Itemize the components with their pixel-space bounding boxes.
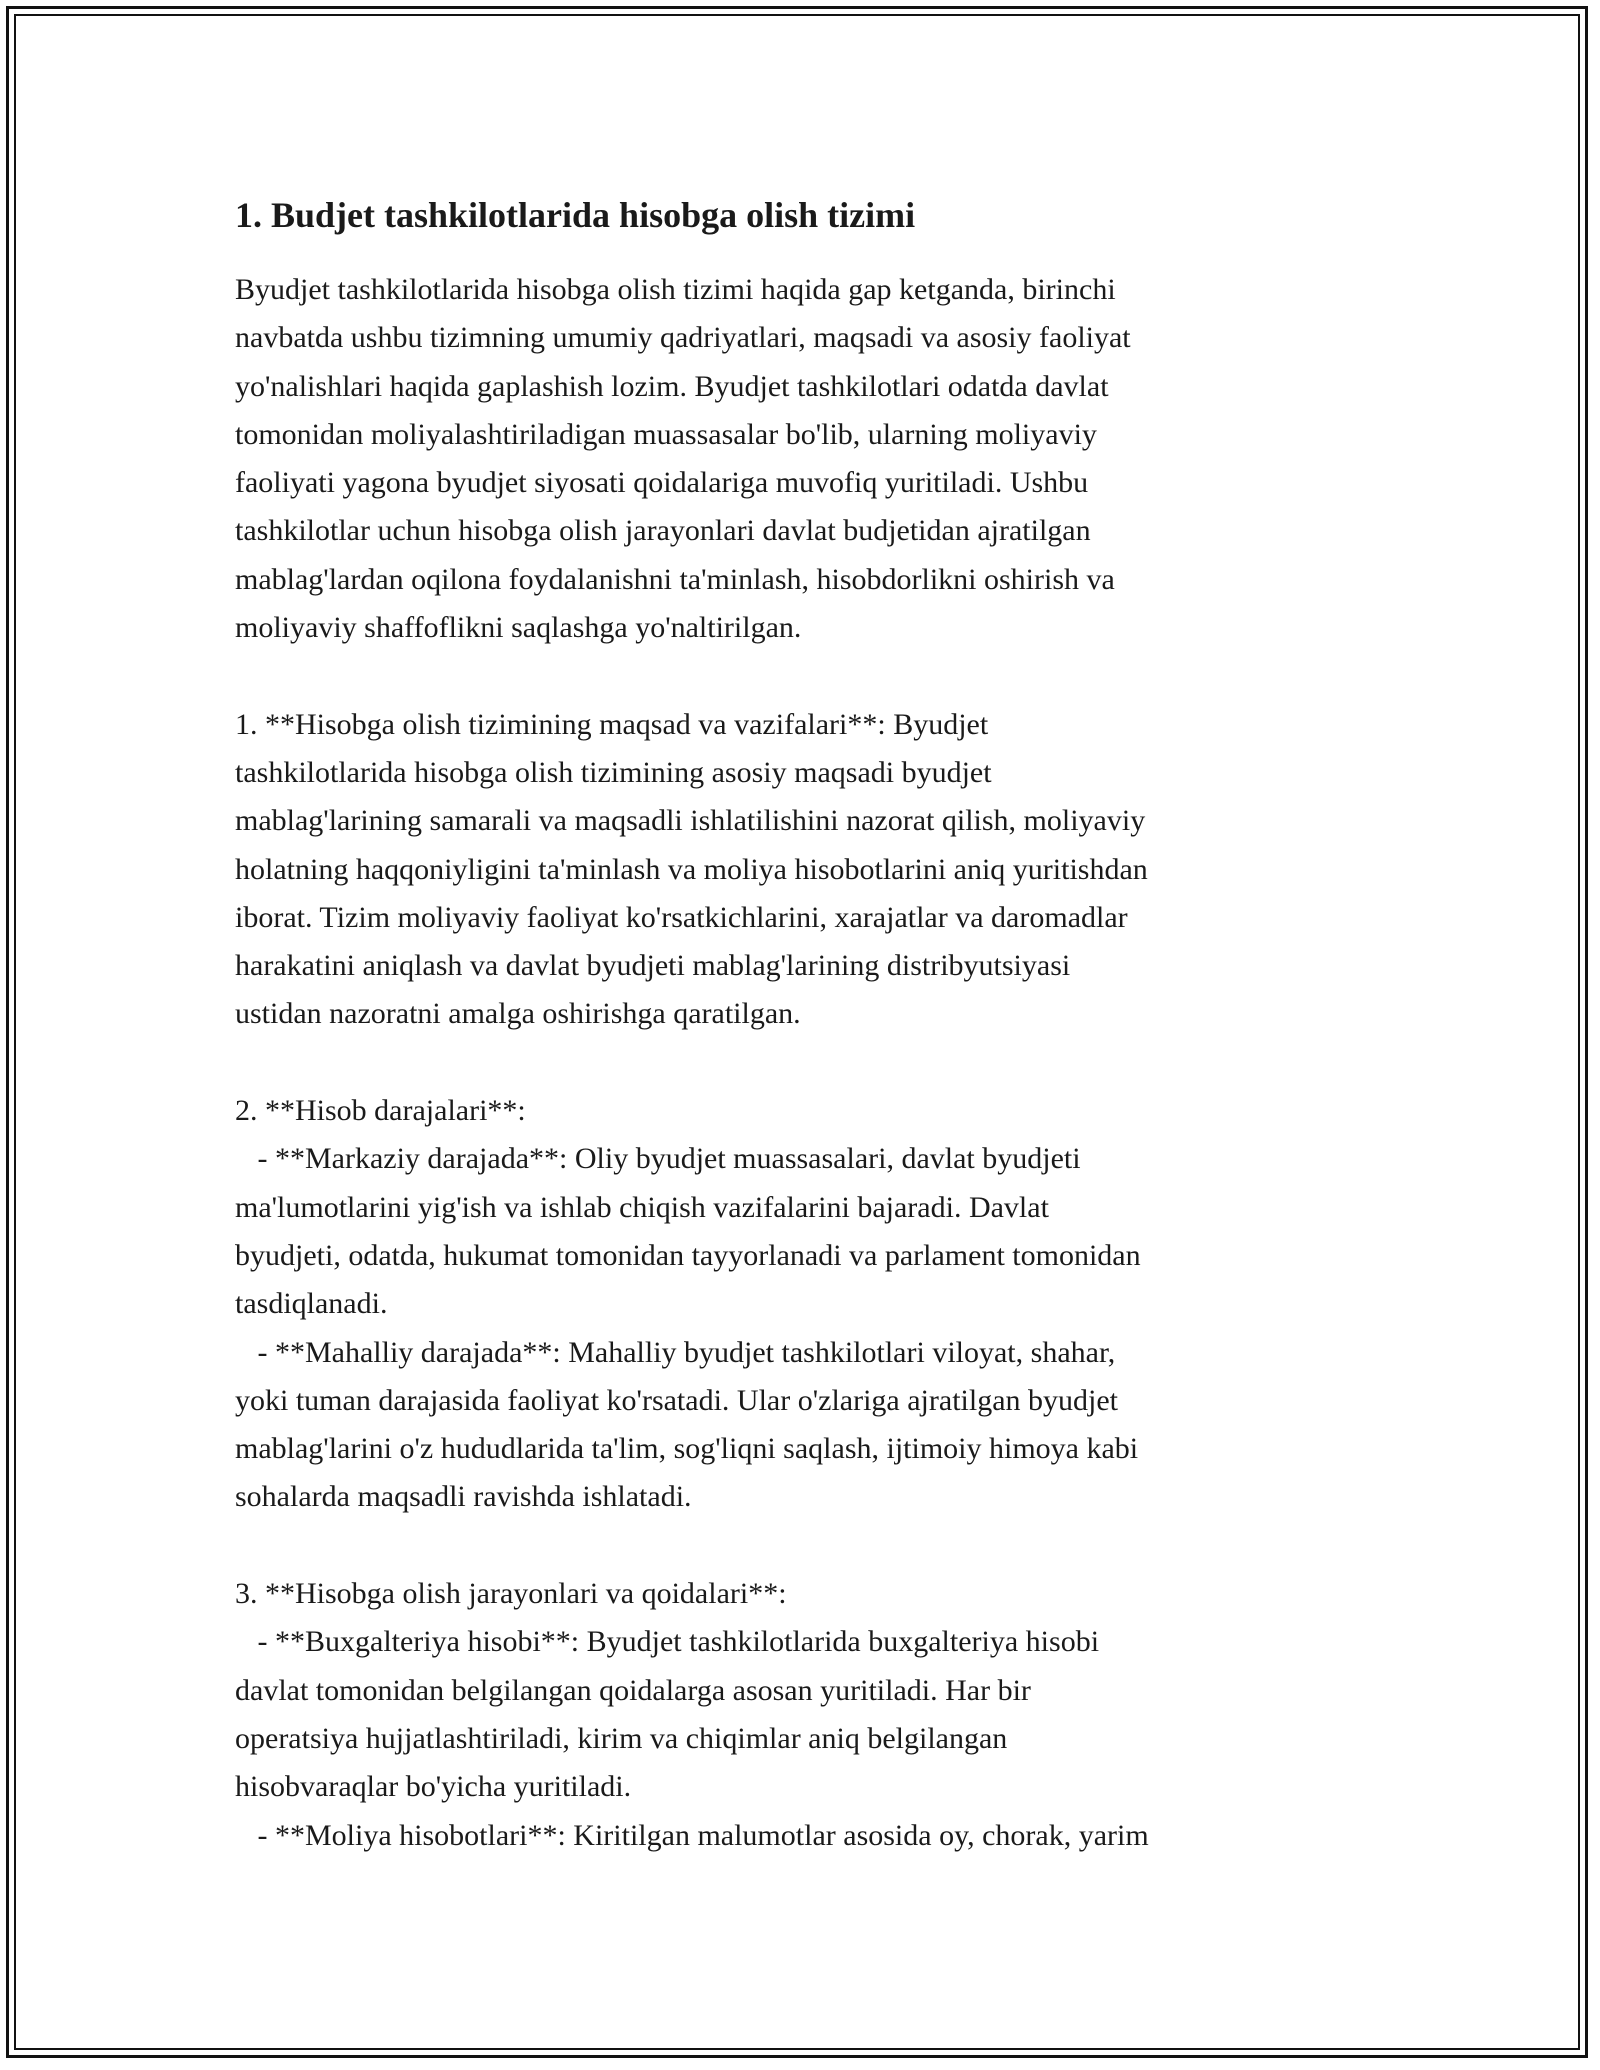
paragraph-spacer [235,1522,1365,1570]
paragraph-spacer [235,652,1365,700]
section-2-paragraph: 2. **Hisob darajalari**: - **Markaziy darajada**: Oliy byudjet muassasalari, davlat byudjeti ma'lumotlarini yig'ish va ishlab chiqish vazifalarini bajaradi. Davlat byudjeti, odatda, hukumat tomonidan tayyorlanadi va parlament tomonidan tasdiqlanadi. - **Mahalliy darajada**: Mahalliy byudjet tashkilotlari viloyat, shahar, yoki tuman darajasida faoliyat ko'rsatadi. Ular o'zlariga ajratilgan byudjet mablag'larini o'z hududlarida ta'lim, sog'liqni saqlash, ijtimoiy himoya kabi sohalarda maqsadli ravishda ishlatadi. [235,1094,1141,1514]
section-1-paragraph: 1. **Hisobga olish tizimining maqsad va vazifalari**: Byudjet tashkilotlarida hisobga olish tizimining asosiy maqsadi byudjet mablag'larining samarali va maqsadli ishlatilishini nazorat qilish, moliyaviy holatning haqqoniyligini ta'minlash va moliya hisobotlarini aniq yuritishdan iborat. Tizim moliyaviy faoliyat ko'rsatkichlarini, xarajatlar va daromadlar harakatini aniqlash va davlat byudjeti mablag'larining distribyutsiyasi ustidan nazoratni amalga oshirishga qaratilgan. [235,707,1148,1031]
paragraph-spacer [235,1039,1365,1087]
document-title: 1. Budjet tashkilotlarida hisobga olish tizimi [235,195,916,235]
document-body [235,190,1365,1860]
intro-paragraph: Byudjet tashkilotlarida hisobga olish tizimi haqida gap ketganda, birinchi navbatda ushbu tizimning umumiy qadriyatlari, maqsadi va asosiy faoliyat yo'nalishlari haqida gaplashish lozim. Byudjet tashkilotlari odatda davlat tomonidan moliyalashtiriladigan muassasalar bo'lib, ularning moliyaviy faoliyati yagona byudjet siyosati qoidalariga muvofiq yuritiladi. Ushbu tashkilotlar uchun hisobga olish jarayonlari davlat budjetidan ajratilgan mablag'lardan oqilona foydalanishni ta'minlash, hisobdorlikni oshirish va moliyaviy shaffoflikni saqlashga yo'naltirilgan. [235,273,1131,645]
section-3-paragraph: 3. **Hisobga olish jarayonlari va qoidalari**: - **Buxgalteriya hisobi**: Byudjet tashkilotlarida buxgalteriya hisobi davlat tomonidan belgilangan qoidalarga asosan yuritiladi. Har bir operatsiya hujjatlashtiriladi, kirim va chiqimlar aniq belgilangan hisobvaraqlar bo'yicha yuritiladi. - **Moliya hisobotlari**: Kiritilgan malumotlar asosida oy, chorak, yarim [235,1577,1149,1852]
